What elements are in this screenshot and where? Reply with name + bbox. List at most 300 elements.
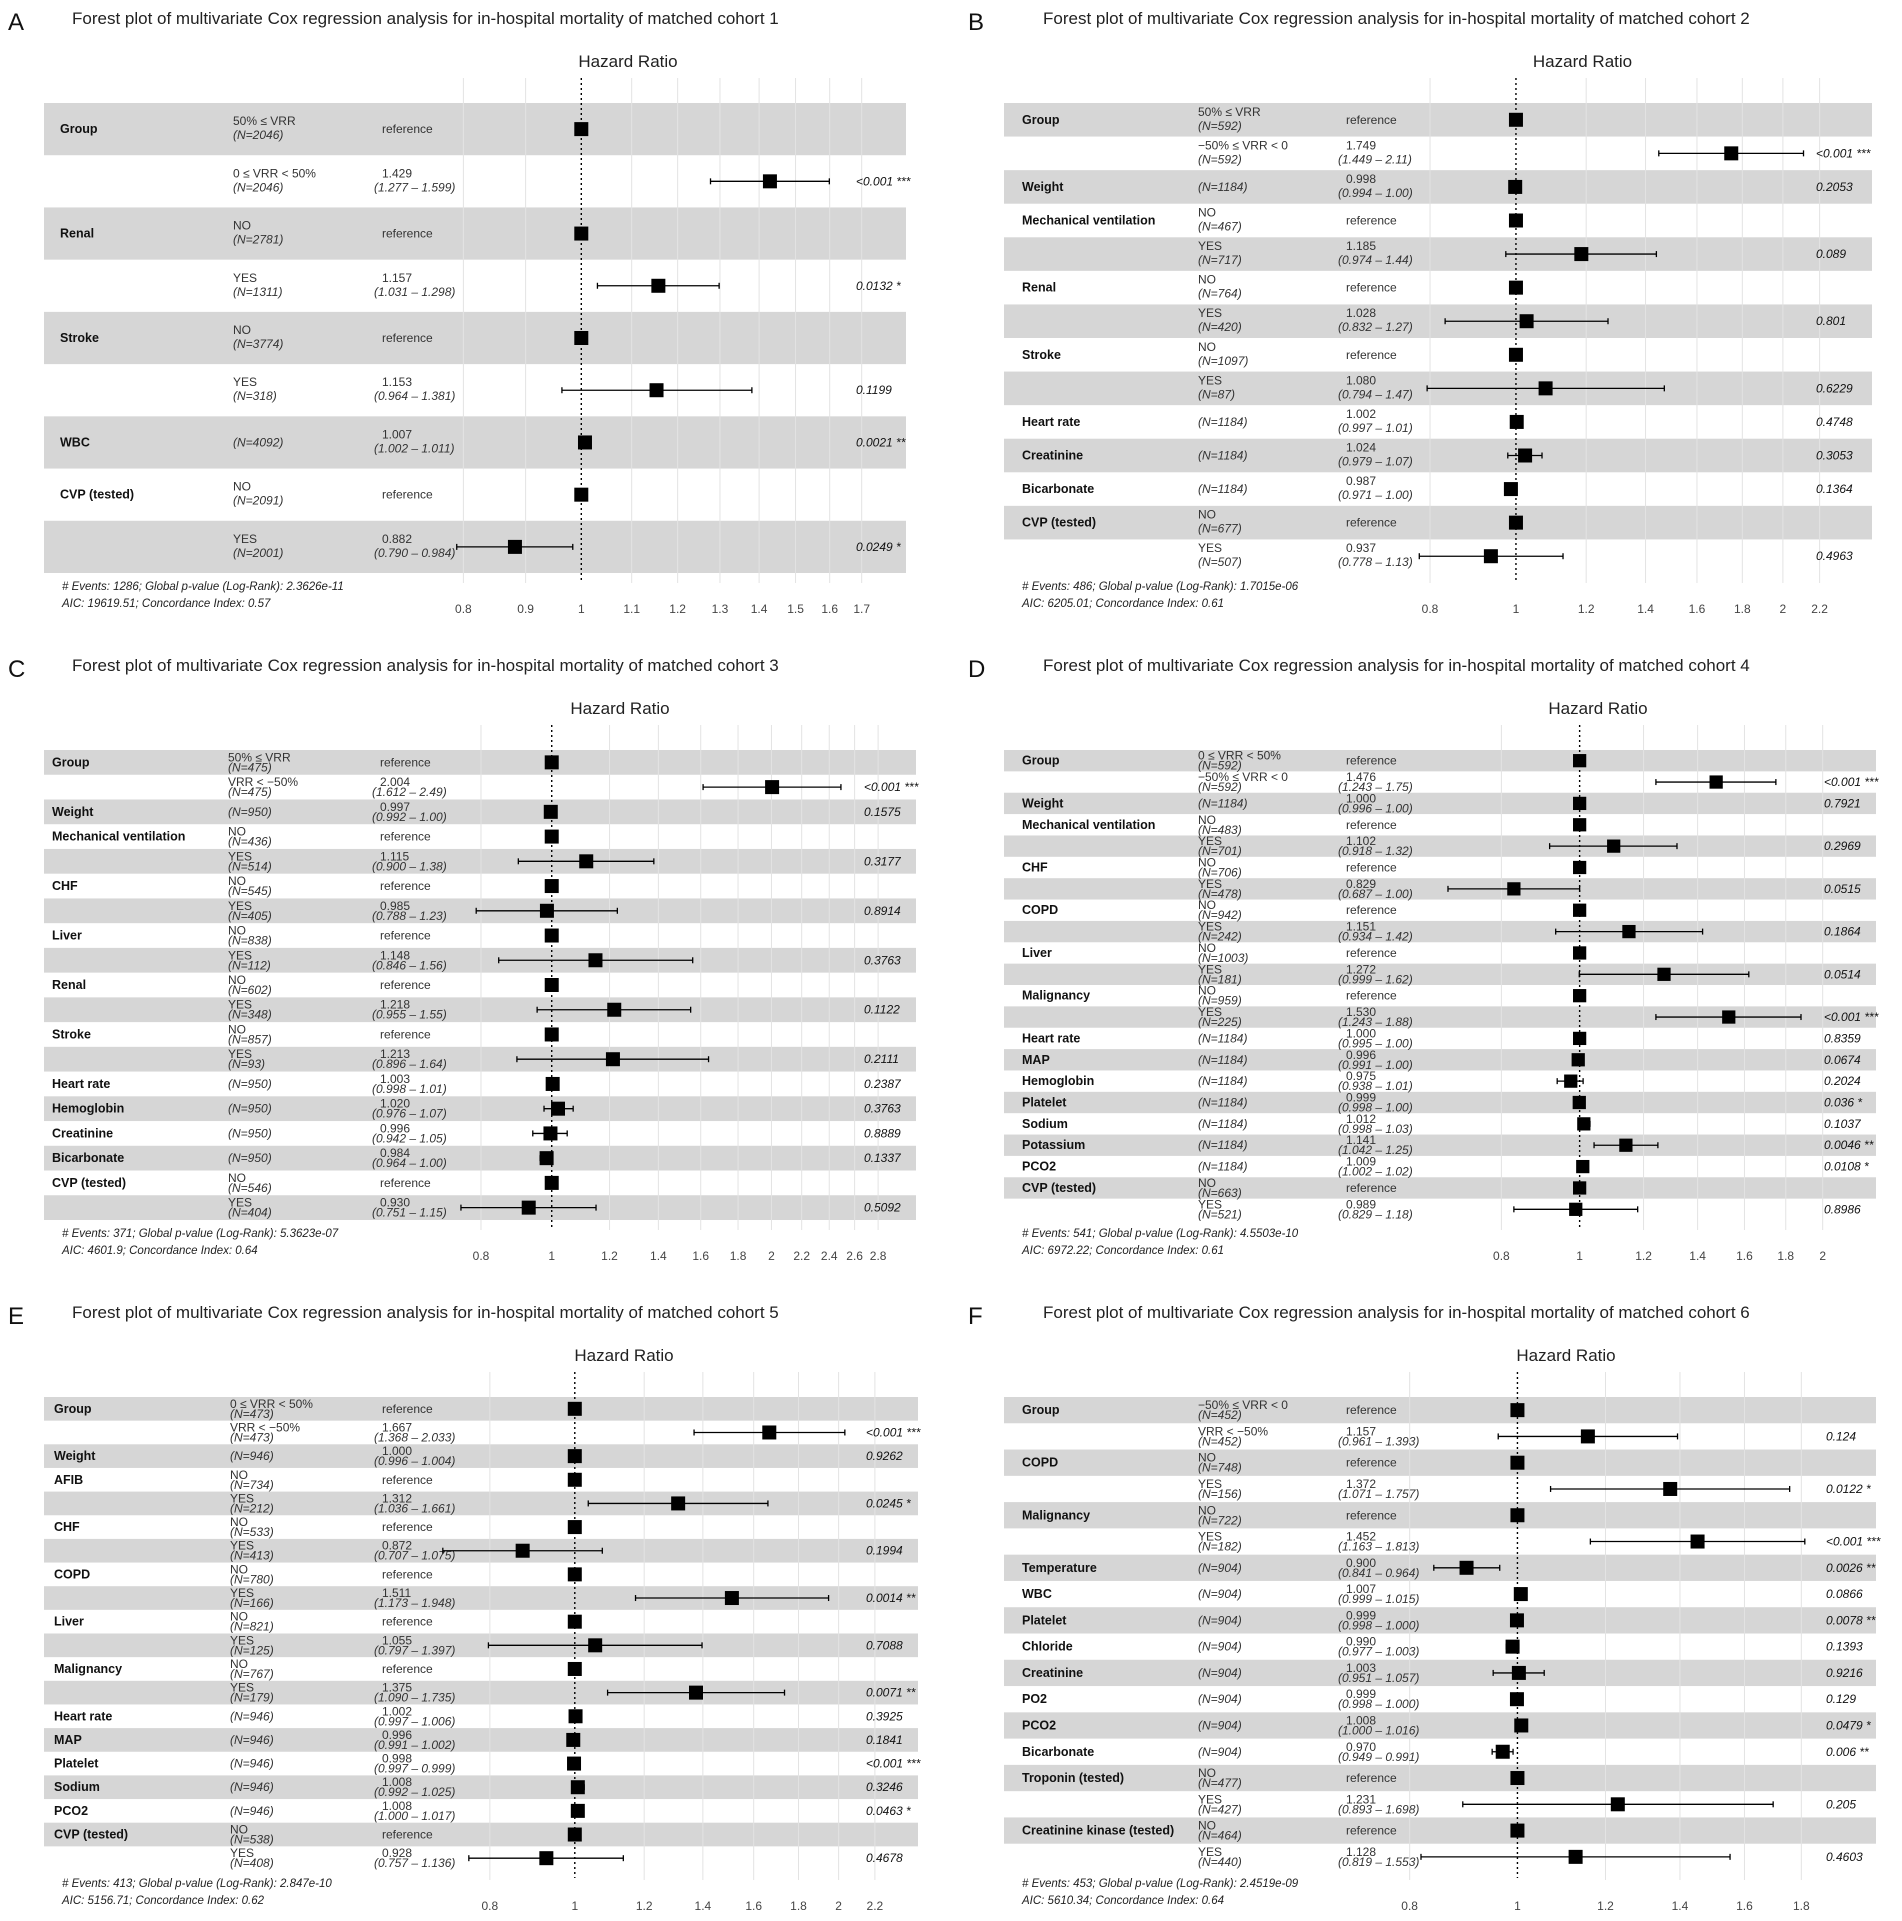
variable-label: CVP (tested) [52,1175,127,1190]
panel-letter: E [8,1303,25,1330]
ci-label: (0.996 – 1.00) [1338,801,1413,816]
n-label: (N=767) [230,1666,274,1681]
variable-label: CVP (tested) [1022,515,1097,530]
level-label: NO [233,479,251,494]
hazard-ratio-marker [568,1402,582,1416]
hazard-ratio-marker [543,1126,557,1140]
estimate-label: 1.008 [382,1775,413,1790]
panel-title: Forest plot of multivariate Cox regression analysis for in-hospital mortality of matched cohort 5 [72,1303,779,1322]
estimate-label: reference [382,487,433,502]
estimate-label: 1.312 [382,1491,413,1506]
level-label: VRR < −50% [228,775,299,790]
estimate-label: 2.004 [380,775,411,790]
footer-aic: AIC: 19619.51; Concordance Index: 0.57 [62,598,271,610]
hazard-ratio-marker [545,879,559,893]
n-label: (N=904) [1198,1718,1242,1733]
level-label: YES [1198,1792,1223,1807]
estimate-label: 0.999 [1346,1608,1377,1623]
hazard-ratio-marker [1510,1692,1524,1706]
n-label: (N=838) [228,933,272,948]
hazard-ratio-marker [1573,904,1586,917]
x-tick-label: 1.4 [1637,602,1654,616]
x-tick-label: 1.4 [1671,1899,1689,1913]
table-row [1022,1687,1856,1711]
level-label: YES [1198,239,1223,254]
estimate-label: reference [1346,112,1397,127]
footer-events: # Events: 1286; Global p-value (Log-Rank): 2.3626e-11 [62,581,344,593]
table-row [54,1610,582,1634]
row-stripe [44,103,906,155]
n-label: (N=452) [1198,1434,1242,1449]
table-row [1198,138,1871,166]
estimate-label: reference [382,1567,433,1582]
ci-label: (0.687 – 1.00) [1338,886,1413,901]
p-value-label: 0.1864 [1824,924,1861,939]
estimate-label: 1.749 [1346,138,1377,153]
forest-panel-d [968,656,1879,1263]
ci-label: (1.000 – 1.016) [1338,1723,1420,1738]
ci-label: (0.991 – 1.002) [374,1737,456,1752]
ci-label: (0.999 – 1.62) [1338,972,1413,987]
estimate-label: 1.003 [380,1071,411,1086]
estimate-label: 1.530 [1346,1005,1377,1020]
hazard-ratio-marker [1564,1075,1577,1088]
ci-label: (0.900 – 1.38) [372,859,447,874]
ci-label: (0.896 – 1.64) [372,1057,447,1072]
n-label: (N=404) [228,1205,272,1220]
p-value-label: 0.7088 [866,1638,903,1653]
estimate-label: reference [382,1401,433,1416]
hazard-ratio-marker [1509,516,1523,530]
ci-label: (0.790 – 0.984) [374,545,456,560]
n-label: (N=1003) [1198,950,1249,965]
n-label: (N=706) [1198,865,1242,880]
n-label: (N=904) [1198,1587,1242,1602]
hazard-ratio-marker [762,1425,776,1439]
ci-label: (1.031 – 1.298) [374,284,456,299]
variable-label: Mechanical ventilation [1022,817,1156,832]
n-label: (N=538) [230,1832,274,1847]
row-stripe [44,1492,918,1516]
x-tick-label: 1.4 [750,602,768,616]
table-row [52,924,559,948]
variable-label: Temperature [1022,1560,1097,1575]
estimate-label: 0.900 [1346,1555,1377,1570]
n-label: (N=156) [1198,1486,1242,1501]
x-tick-label: 0.8 [1493,1249,1510,1263]
level-label: YES [230,1680,255,1695]
variable-label: Platelet [54,1756,99,1771]
level-label: NO [1198,272,1216,287]
footer-events: # Events: 541; Global p-value (Log-Rank): 4.5503e-10 [1022,1228,1299,1240]
level-label: YES [233,270,258,285]
table-row [230,1846,903,1870]
axis-title: Hazard Ratio [578,52,678,71]
x-tick-label: 1.6 [1688,602,1706,616]
estimate-label: reference [1346,945,1397,960]
hazard-ratio-marker [1572,1053,1585,1066]
variable-label: Troponin (tested) [1022,1771,1125,1786]
estimate-label: 1.667 [382,1420,413,1435]
n-label: (N=427) [1198,1802,1242,1817]
n-label: (N=440) [1198,1854,1242,1869]
p-value-label: 0.006 ** [1826,1744,1869,1759]
variable-label: Heart rate [1022,414,1081,429]
n-label: (N=592) [1198,758,1242,773]
n-label: (N=1184) [1198,796,1248,811]
level-label: NO [1198,812,1216,827]
hazard-ratio-marker [1496,1745,1510,1759]
level-label: NO [230,1515,248,1530]
x-tick-label: 0.8 [1401,1899,1418,1913]
estimate-label: 0.970 [1346,1739,1377,1754]
n-label: (N=904) [1198,1744,1242,1759]
ci-label: (0.751 – 1.15) [372,1205,447,1220]
hazard-ratio-marker [1512,1666,1526,1680]
estimate-label: 1.002 [382,1704,413,1719]
hazard-ratio-marker [765,780,779,794]
hazard-ratio-marker [1484,549,1498,563]
x-tick-label: 1.8 [729,1249,747,1263]
level-label: 0 ≤ VRR < 50% [233,166,316,181]
footer-events: # Events: 413; Global p-value (Log-Rank): 2.847e-10 [62,1878,332,1890]
n-label: (N=478) [1198,886,1242,901]
level-label: NO [233,323,251,337]
ci-label: (0.788 – 1.23) [372,908,447,923]
x-tick-label: 1.1 [623,602,641,616]
row-stripe [1004,1607,1876,1633]
variable-label: Malignancy [54,1661,123,1676]
estimate-label: reference [1346,1455,1397,1470]
level-label: NO [1198,1503,1216,1518]
n-label: (N=125) [230,1643,274,1658]
x-tick-label: 1.6 [1736,1249,1753,1263]
estimate-label: 0.997 [380,799,411,814]
table-row [1022,407,1853,435]
hazard-ratio-marker [551,1102,565,1116]
x-tick-label: 1.8 [1777,1249,1795,1263]
estimate-label: reference [382,122,433,137]
table-row [1198,1197,1861,1221]
estimate-label: 1.000 [382,1444,413,1459]
n-label: (N=946) [230,1780,274,1795]
variable-label: Heart rate [54,1709,113,1724]
variable-label: Group [52,755,90,770]
ci-label: (0.996 – 1.004) [374,1454,456,1469]
estimate-label: reference [1346,1403,1397,1418]
row-stripe [1004,1660,1876,1686]
x-tick-label: 1.4 [694,1899,712,1913]
level-label: YES [1198,1529,1223,1544]
axis-title: Hazard Ratio [1516,1346,1616,1365]
level-label: YES [230,1491,255,1506]
ci-label: (0.794 – 1.47) [1338,387,1413,402]
level-label: NO [230,1467,248,1482]
variable-label: Group [1022,1403,1060,1418]
forest-panel-a [8,9,911,616]
row-stripe [1004,304,1872,338]
x-tick-label: 2 [1819,1249,1827,1263]
n-label: (N=514) [228,859,272,874]
estimate-label: 0.990 [1346,1634,1377,1649]
n-label: (N=780) [230,1572,274,1587]
row-stripe [1004,103,1872,137]
hazard-ratio-marker [1569,1850,1583,1864]
x-tick-label: 2.4 [820,1249,838,1263]
n-label: (N=1184) [1198,1052,1248,1067]
n-label: (N=93) [228,1057,266,1072]
ci-label: (0.918 – 1.32) [1338,844,1413,859]
estimate-label: 1.115 [380,849,410,864]
hazard-ratio-marker [545,1027,559,1041]
n-label: (N=475) [228,785,272,800]
estimate-label: 1.055 [382,1633,413,1648]
ci-label: (0.938 – 1.01) [1338,1079,1413,1094]
variable-label: Sodium [54,1780,100,1795]
estimate-label: 1.375 [382,1680,413,1695]
panel-letter: B [968,9,985,36]
n-label: (N=1184) [1198,179,1248,194]
level-label: YES [1198,306,1223,321]
table-row [54,1468,582,1492]
p-value-label: 0.1199 [856,383,892,398]
variable-label: COPD [54,1567,91,1582]
panel-letter: F [968,1303,983,1330]
estimate-label: reference [382,1661,433,1676]
variable-label: Bicarbonate [1022,482,1095,497]
level-label: NO [228,1170,246,1185]
estimate-label: 1.157 [1346,1424,1377,1439]
estimate-label: reference [380,879,431,894]
ci-label: (0.707 – 1.075) [374,1548,456,1563]
n-label: (N=1184) [1198,1159,1248,1174]
variable-label: Mechanical ventilation [1022,213,1156,228]
x-axis-ticks [473,1249,887,1263]
row-stripe [44,948,916,973]
variable-label: CVP (tested) [54,1827,129,1842]
hazard-ratio-marker [1573,861,1586,874]
hazard-ratio-marker [1510,1771,1524,1785]
p-value-label: 0.9216 [1826,1665,1863,1680]
ci-label: (0.778 – 1.13) [1338,555,1413,570]
level-label: 50% ≤ VRR [228,750,291,765]
n-label: (N=1184) [1198,448,1248,463]
estimate-label: 0.987 [1346,474,1377,489]
ci-label: (0.992 – 1.025) [374,1785,456,1800]
n-label: (N=4092) [233,435,284,450]
ci-label: (0.998 – 1.03) [1338,1121,1413,1136]
hazard-ratio-marker [567,1757,581,1771]
estimate-label: reference [382,331,433,345]
hazard-ratio-marker [1514,1587,1528,1601]
level-label: NO [1198,1175,1216,1190]
level-label: YES [230,1846,255,1861]
row-stripe [1004,1397,1876,1423]
estimate-label: 1.002 [1346,406,1377,421]
hazard-ratio-marker [1573,818,1586,831]
estimate-label: reference [380,928,431,943]
p-value-label: 0.2969 [1824,839,1861,854]
level-label: YES [228,948,253,963]
table-row [1022,1026,1861,1050]
hazard-ratio-marker [569,1709,583,1723]
ci-label: (1.071 – 1.757) [1338,1486,1420,1501]
estimate-label: 1.003 [1346,1660,1377,1675]
n-label: (N=452) [1198,1408,1242,1423]
n-label: (N=467) [1198,219,1242,234]
variable-label: CVP (tested) [1022,1180,1097,1195]
estimate-label: 1.148 [380,948,411,963]
n-label: (N=1184) [1198,414,1248,429]
hazard-ratio-marker [540,904,554,918]
hazard-ratio-marker [544,805,558,819]
forest-panel-f [968,1303,1881,1913]
p-value-label: 0.3925 [866,1709,903,1724]
ci-label: (1.036 – 1.661) [374,1501,456,1516]
n-label: (N=242) [1198,929,1242,944]
p-value-label: 0.0515 [1824,881,1861,896]
level-label: YES [228,898,253,913]
estimate-label: 0.999 [1346,1687,1377,1702]
estimate-label: reference [1346,817,1397,832]
n-label: (N=87) [1198,387,1236,402]
table-row [52,1171,559,1195]
p-value-label: 0.0071 ** [866,1685,916,1700]
level-label: −50% ≤ VRR < 0 [1198,1398,1288,1413]
p-value-label: 0.801 [1816,314,1847,329]
x-tick-label: 0.8 [1421,602,1439,616]
estimate-label: 1.153 [382,375,413,390]
row-stripe [44,1047,916,1072]
hazard-ratio-marker [1510,415,1524,429]
table-row [1198,1845,1863,1869]
level-label: NO [1198,507,1216,522]
ci-label: (0.893 – 1.698) [1338,1802,1420,1817]
row-stripe [44,1823,918,1847]
level-label: NO [1198,1766,1216,1781]
hazard-ratio-marker [568,1520,582,1534]
p-value-label: <0.001 *** [856,174,911,189]
hazard-ratio-marker [607,1003,621,1017]
estimate-label: 0.996 [380,1121,411,1136]
hazard-ratio-marker [1574,247,1588,261]
variable-label: Platelet [1022,1095,1067,1110]
n-label: (N=2046) [233,128,284,143]
hazard-ratio-marker [1619,1139,1632,1152]
row-stripe [44,416,906,468]
n-label: (N=592) [1198,118,1242,133]
ci-label: (0.846 – 1.56) [372,958,447,973]
row-stripes [44,750,916,1220]
p-value-label: 0.1122 [864,1002,900,1017]
p-value-label: 0.0245 * [866,1496,911,1511]
n-label: (N=904) [1198,1613,1242,1628]
variable-label: Liver [54,1614,84,1629]
n-label: (N=1184) [1198,1074,1248,1089]
estimate-label: 1.372 [1346,1476,1377,1491]
hazard-ratio-marker [1576,1160,1589,1173]
variable-label: Platelet [1022,1613,1067,1628]
x-tick-label: 2.2 [793,1249,811,1263]
p-value-label: <0.001 *** [1824,1010,1879,1025]
estimate-label: 1.028 [1346,306,1377,321]
hazard-ratio-marker [1663,1482,1677,1496]
p-value-label: 0.1393 [1826,1639,1863,1654]
n-label: (N=2091) [233,493,284,508]
x-tick-label: 2 [768,1249,775,1263]
hazard-ratio-marker [1539,381,1553,395]
x-tick-label: 0.8 [481,1899,499,1913]
level-label: 50% ≤ VRR [1198,104,1261,119]
row-stripe [44,1728,918,1752]
row-stripe [1004,1450,1876,1476]
variable-label: MAP [54,1732,82,1747]
hazard-ratio-marker [1710,775,1723,788]
estimate-label: 1.008 [382,1798,413,1813]
row-stripe [1004,1177,1876,1198]
hazard-ratio-marker [588,1638,602,1652]
n-label: (N=950) [228,1126,272,1141]
n-label: (N=1184) [1198,1138,1248,1153]
table-row [52,825,559,849]
n-label: (N=677) [1198,521,1242,536]
level-label: YES [1198,373,1223,388]
hazard-ratio-marker [1724,146,1738,160]
ci-label: (1.042 – 1.25) [1338,1143,1413,1158]
x-tick-label: 1.6 [821,602,839,616]
n-label: (N=318) [233,389,277,404]
ci-label: (0.829 – 1.18) [1338,1207,1413,1222]
p-value-label: 0.1037 [1824,1116,1861,1131]
variable-label: AFIB [54,1472,84,1487]
n-label: (N=857) [228,1032,272,1047]
estimate-label: 0.999 [1346,1090,1377,1105]
n-label: (N=904) [1198,1560,1242,1575]
hazard-ratio-marker [1581,1429,1595,1443]
variable-label: Liver [1022,945,1052,960]
table-row [1022,1112,1862,1136]
n-label: (N=533) [230,1525,274,1540]
estimate-label: 0.998 [1346,171,1377,186]
table-row [1022,206,1523,234]
variable-label: Malignancy [1022,1508,1091,1523]
variable-label: Group [1022,112,1060,127]
level-label: YES [1198,1005,1223,1020]
row-stripe [1004,1049,1876,1070]
p-value-label: <0.001 *** [1816,146,1871,161]
hazard-ratio-marker [1510,1613,1524,1627]
variable-label: Stroke [1022,347,1061,362]
variable-label: Creatinine [1022,448,1084,463]
hazard-ratio-marker [1607,840,1620,853]
variable-label: COPD [1022,903,1059,918]
hazard-ratio-marker [568,1567,582,1581]
p-value-label: 0.0021 ** [856,435,906,450]
row-stripe [1004,1092,1876,1113]
ci-label: (0.942 – 1.05) [372,1131,447,1146]
p-value-label: 0.5092 [864,1200,901,1215]
p-value-label: 0.4748 [1816,414,1853,429]
row-stripe [1004,1135,1876,1156]
level-label: VRR < −50% [230,1420,301,1435]
n-label: (N=1184) [1198,1116,1248,1131]
n-label: (N=734) [230,1477,274,1492]
level-label: −50% ≤ VRR < 0 [1198,770,1288,785]
level-label: YES [230,1586,255,1601]
hazard-ratio-marker [545,830,559,844]
variable-label: Hemoglobin [52,1101,125,1116]
hazard-ratio-marker [1520,314,1534,328]
